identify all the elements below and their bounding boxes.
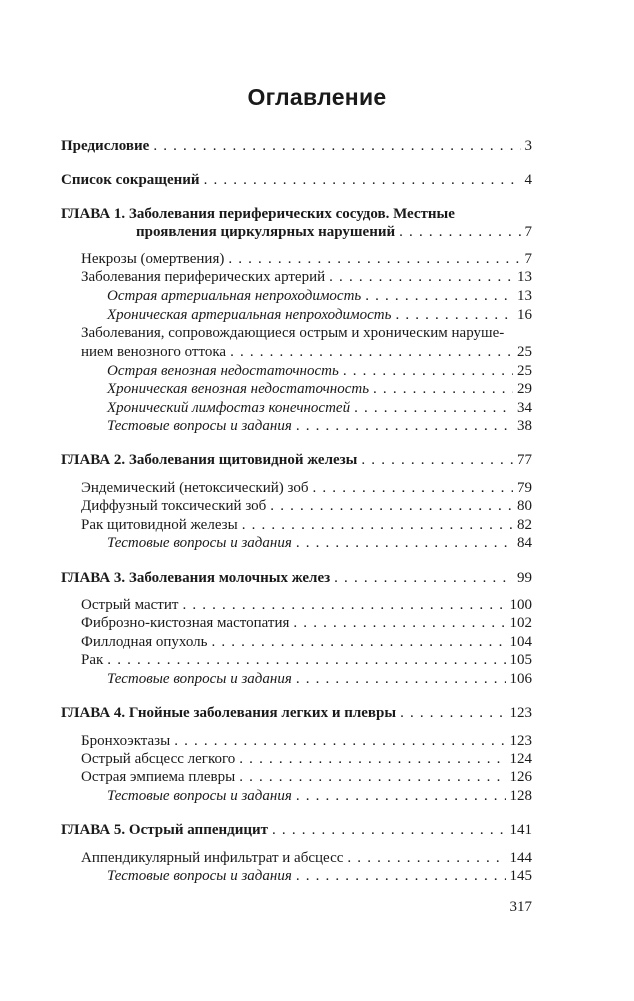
dot-leader bbox=[343, 362, 513, 380]
toc-entry-title: Тестовые вопросы и задания bbox=[107, 671, 292, 687]
toc-entry-title: Рак щитовидной железы bbox=[81, 517, 238, 533]
toc-entry-abbreviations bbox=[61, 171, 532, 189]
toc-entry-page: 80 bbox=[517, 498, 532, 514]
toc-chapter-4 bbox=[61, 704, 532, 722]
toc-entry-page: 123 bbox=[509, 733, 532, 749]
toc-entry-title: Список сокращений bbox=[61, 172, 200, 188]
toc-entry bbox=[107, 362, 532, 380]
toc-entry-page: 4 bbox=[524, 172, 532, 188]
dot-leader bbox=[334, 569, 513, 587]
toc-entry-page: 106 bbox=[509, 671, 532, 687]
toc-entry bbox=[81, 651, 532, 669]
toc-entry-page: 99 bbox=[517, 570, 532, 586]
toc-entry bbox=[107, 399, 532, 417]
toc-entry bbox=[107, 306, 532, 324]
toc-entry-heading: Заболевания, сопровождающиеся острым и хроническим наруше- bbox=[81, 325, 505, 341]
toc-entry-title: Предисловие bbox=[61, 138, 150, 154]
dot-leader bbox=[361, 451, 513, 469]
toc-entry-title: Острая эмпиема плевры bbox=[81, 769, 236, 785]
dot-leader bbox=[296, 534, 513, 552]
toc-entry bbox=[81, 732, 532, 750]
toc-chapter-1 bbox=[136, 223, 532, 241]
toc-entry-title: ГЛАВА 4. Гнойные заболевания легких и плевры bbox=[61, 705, 397, 721]
toc-chapter-5 bbox=[61, 821, 532, 839]
toc-entry-title: Заболевания периферических артерий bbox=[81, 269, 326, 285]
toc-entry-title: Острый абсцесс легкого bbox=[81, 751, 236, 767]
dot-leader bbox=[242, 516, 513, 534]
toc-entry bbox=[81, 268, 532, 286]
toc-entry bbox=[81, 516, 532, 534]
dot-leader bbox=[365, 287, 513, 305]
toc-entry-page: 3 bbox=[524, 138, 532, 154]
toc-entry-title: Хронический лимфостаз конечностей bbox=[107, 400, 351, 416]
toc-entry-page: 102 bbox=[509, 615, 532, 631]
dot-leader bbox=[293, 614, 505, 632]
toc-entry bbox=[81, 633, 532, 651]
toc-entry-title: Острая артериальная непроходимость bbox=[107, 288, 362, 304]
toc-entry-page: 128 bbox=[509, 788, 532, 804]
toc-entry-title: Тестовые вопросы и задания bbox=[107, 418, 292, 434]
toc-entry-preface bbox=[61, 137, 532, 155]
dot-leader bbox=[230, 343, 513, 361]
toc-entry-title: Тестовые вопросы и задания bbox=[107, 868, 292, 884]
dot-leader bbox=[400, 704, 505, 722]
toc-entry bbox=[107, 417, 532, 435]
toc-entry-page: 144 bbox=[509, 850, 532, 866]
page-number: 317 bbox=[509, 899, 532, 915]
toc-entry-page: 13 bbox=[517, 288, 532, 304]
dot-leader bbox=[313, 479, 514, 497]
dot-leader bbox=[211, 633, 505, 651]
toc-entry-page: 145 bbox=[509, 868, 532, 884]
dot-leader bbox=[399, 223, 520, 241]
dot-leader bbox=[373, 380, 513, 398]
toc-entry bbox=[81, 849, 532, 867]
toc-entry-page: 126 bbox=[509, 769, 532, 785]
toc-entry-title: Тестовые вопросы и задания bbox=[107, 535, 292, 551]
toc-entry-page: 82 bbox=[517, 517, 532, 533]
toc-entry-page: 38 bbox=[517, 418, 532, 434]
toc-entry bbox=[81, 343, 532, 361]
dot-leader bbox=[347, 849, 505, 867]
toc-entry bbox=[107, 380, 532, 398]
toc-entry-title: Филлодная опухоль bbox=[81, 634, 208, 650]
toc-entry-title: Рак bbox=[81, 652, 104, 668]
dot-leader bbox=[354, 399, 513, 417]
toc-entry-title: ГЛАВА 5. Острый аппендицит bbox=[61, 822, 269, 838]
toc-entry-page: 77 bbox=[517, 452, 532, 468]
toc-entry-title: Хроническая артериальная непроходимость bbox=[107, 307, 392, 323]
toc-entry-page: 104 bbox=[509, 634, 532, 650]
toc-entry-title: Диффузный токсический зоб bbox=[81, 498, 267, 514]
toc-entry-page: 29 bbox=[517, 381, 532, 397]
toc-entry bbox=[81, 479, 532, 497]
toc-entry bbox=[81, 250, 532, 268]
toc-entry-page: 84 bbox=[517, 535, 532, 551]
dot-leader bbox=[272, 821, 505, 839]
toc-entry-title: Некрозы (омертвения) bbox=[81, 251, 225, 267]
page-title: Оглавление bbox=[247, 84, 387, 110]
toc-chapter-3 bbox=[61, 569, 532, 587]
toc-entry-title: Острый мастит bbox=[81, 597, 179, 613]
toc-entry bbox=[81, 614, 532, 632]
toc-entry-page: 16 bbox=[517, 307, 532, 323]
toc-entry-title: Бронхоэктазы bbox=[81, 733, 171, 749]
toc-entry-title: проявления циркулярных нарушений bbox=[136, 224, 396, 240]
dot-leader bbox=[239, 750, 505, 768]
toc-entry bbox=[107, 787, 532, 805]
toc-entry-title: Тестовые вопросы и задания bbox=[107, 788, 292, 804]
toc-entry-page: 7 bbox=[524, 224, 532, 240]
toc-entry-page: 105 bbox=[509, 652, 532, 668]
toc-entry bbox=[107, 287, 532, 305]
toc-entry-page: 123 bbox=[509, 705, 532, 721]
dot-leader bbox=[107, 651, 505, 669]
dot-leader bbox=[204, 171, 521, 189]
toc-entry bbox=[81, 596, 532, 614]
dot-leader bbox=[296, 867, 506, 885]
toc-entry-title: нием венозного оттока bbox=[81, 344, 227, 360]
dot-leader bbox=[395, 306, 513, 324]
toc-entry-page: 124 bbox=[509, 751, 532, 767]
toc-entry-page: 7 bbox=[524, 251, 532, 267]
dot-leader bbox=[239, 768, 505, 786]
dot-leader bbox=[153, 137, 520, 155]
toc-entry-title: Хроническая венозная недостаточность bbox=[107, 381, 370, 397]
toc-entry-title: Острая венозная недостаточность bbox=[107, 363, 339, 379]
toc-entry bbox=[81, 768, 532, 786]
dot-leader bbox=[329, 268, 513, 286]
toc-entry-page: 34 bbox=[517, 400, 532, 416]
dot-leader bbox=[296, 670, 506, 688]
toc-entry-page: 13 bbox=[517, 269, 532, 285]
toc-entry bbox=[81, 497, 532, 515]
toc-entry-title: Фиброзно-кистозная мастопатия bbox=[81, 615, 290, 631]
toc-entry-title: Эндемический (нетоксический) зоб bbox=[81, 480, 309, 496]
toc-entry-page: 100 bbox=[509, 597, 532, 613]
toc-entry bbox=[81, 750, 532, 768]
toc-entry-title: ГЛАВА 2. Заболевания щитовидной железы bbox=[61, 452, 358, 468]
toc-chapter-1-heading: ГЛАВА 1. Заболевания периферических сосудов. Местные bbox=[61, 206, 455, 222]
toc-entry bbox=[107, 534, 532, 552]
dot-leader bbox=[270, 497, 513, 515]
toc-chapter-2 bbox=[61, 451, 532, 469]
dot-leader bbox=[296, 417, 513, 435]
toc-entry-page: 25 bbox=[517, 363, 532, 379]
dot-leader bbox=[182, 596, 505, 614]
dot-leader bbox=[174, 732, 505, 750]
dot-leader bbox=[296, 787, 506, 805]
toc-entry bbox=[107, 670, 532, 688]
toc-entry-page: 141 bbox=[509, 822, 532, 838]
toc-entry-page: 25 bbox=[517, 344, 532, 360]
toc-entry bbox=[107, 867, 532, 885]
dot-leader bbox=[228, 250, 520, 268]
toc-entry-page: 79 bbox=[517, 480, 532, 496]
toc-entry-title: Аппендикулярный инфильтрат и абсцесс bbox=[81, 850, 344, 866]
toc-entry-title: ГЛАВА 3. Заболевания молочных желез bbox=[61, 570, 331, 586]
